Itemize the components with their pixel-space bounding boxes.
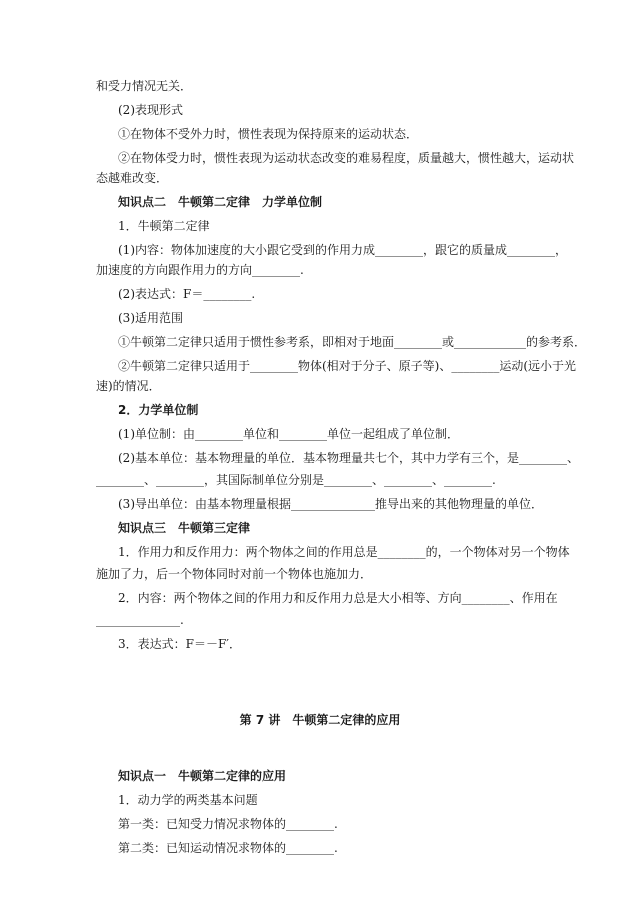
text-line: 和受力情况无关．: [96, 79, 193, 93]
text-line: 1．牛顿第二定律: [118, 219, 210, 233]
text-line: (2)基本单位：基本物理量的单位．基本物理量共七个，其中力学有三个，是________、: [118, 451, 580, 465]
text-line: (1)内容：物体加速度的大小跟它受到的作用力成________，跟它的质量成________，: [118, 243, 568, 257]
text-line: ②牛顿第二定律只适用于________物体(相对于分子、原子等)、________运动(远小于光: [118, 359, 577, 373]
text-line: ______________.: [96, 613, 184, 627]
text-line: 第二类：已知运动情况求物体的________.: [118, 841, 338, 855]
text-line: 1．作用力和反作用力：两个物体之间的作用总是________的，一个物体对另一个物体: [118, 545, 570, 559]
text-line: 速)的情况．: [96, 379, 161, 393]
text-line: 施加了力，后一个物体同时对前一个物体也施加力．: [96, 567, 373, 581]
subsection-heading: 2．力学单位制: [118, 403, 199, 417]
text-line: 1．动力学的两类基本问题: [118, 793, 258, 807]
text-line: (3)适用范围: [118, 311, 183, 325]
text-line: (2)表达式：F＝________.: [118, 287, 256, 301]
section-heading: 知识点三 牛顿第三定律: [118, 521, 251, 535]
chapter-title: 第 7 讲 牛顿第二定律的应用: [239, 713, 401, 727]
text-line: ①牛顿第二定律只适用于惯性参考系，即相对于地面________或____________的参考系．: [118, 335, 587, 349]
section-heading: 知识点一 牛顿第二定律的应用: [118, 769, 287, 783]
text-line: ②在物体受力时，惯性表现为运动状态改变的难易程度，质量越大，惯性越大，运动状: [118, 151, 575, 165]
section-heading: 知识点二 牛顿第二定律 力学单位制: [118, 195, 323, 209]
text-line: ①在物体不受外力时，惯性表现为保持原来的运动状态．: [118, 127, 419, 141]
text-line: ________、________，其国际制单位分别是________、________、________.: [96, 473, 496, 487]
text-line: 第一类：已知受力情况求物体的________.: [118, 817, 338, 831]
text-line: 3．表达式：F＝－F′．: [118, 637, 242, 651]
text-line: 加速度的方向跟作用力的方向________.: [96, 263, 304, 277]
text-line: (1)单位制：由________单位和________单位一起组成了单位制．: [118, 427, 459, 441]
text-line: (3)导出单位：由基本物理量根据______________推导出来的其他物理量的单位．: [118, 497, 544, 511]
text-line: 2．内容：两个物体之间的作用力和反作用力总是大小相等、方向________、作用在: [118, 591, 558, 605]
text-line: (2)表现形式: [118, 103, 183, 117]
text-line: 态越难改变．: [96, 171, 169, 185]
